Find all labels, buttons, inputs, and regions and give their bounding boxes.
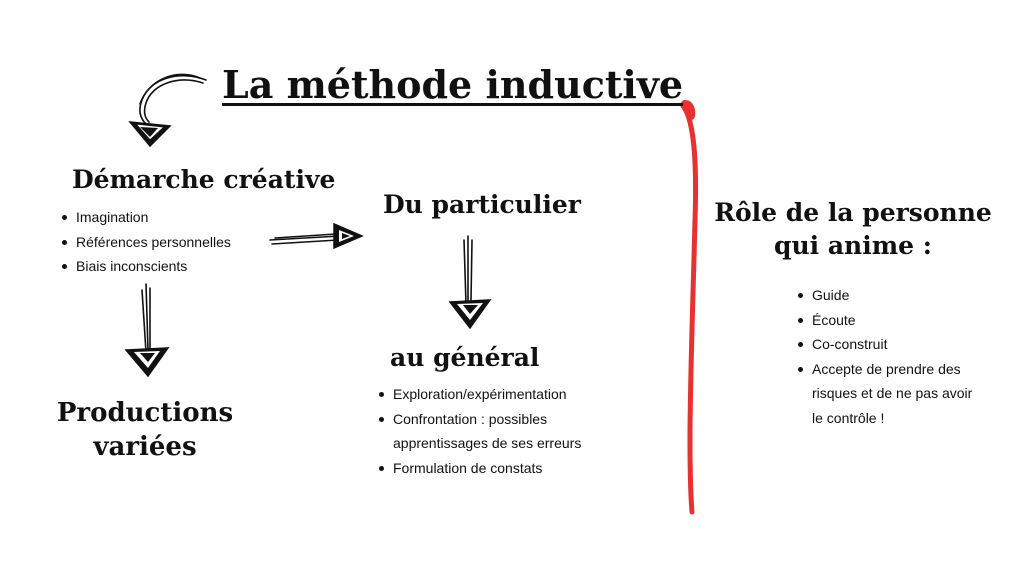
curved-arrow-icon: [140, 74, 206, 124]
down-arrow-left-head-icon: [126, 348, 168, 376]
list-item: Écoute: [812, 308, 982, 333]
red-divider-line: [683, 106, 696, 512]
productions-heading: [40, 396, 250, 464]
role-heading-line-1: Rôle de la personne: [714, 198, 992, 227]
list-item: Références personnelles: [76, 230, 326, 255]
down-arrow-center-head-icon: [450, 300, 490, 328]
list-item: Confrontation : possibles apprentissages de ses erreurs: [393, 407, 633, 456]
particular-heading: Du particulier: [383, 190, 581, 219]
curved-arrow-head-icon: [130, 122, 170, 146]
general-list: [375, 382, 633, 480]
role-list: [794, 283, 982, 430]
page-title: La méthode inductive: [222, 62, 684, 107]
list-item: Biais inconscients: [76, 254, 326, 279]
creative-list: [58, 205, 326, 279]
list-item: Formulation de constats: [393, 456, 633, 481]
role-heading-line-2: qui anime :: [773, 231, 933, 260]
list-item: Co-construit: [812, 332, 982, 357]
general-heading: au général: [390, 343, 540, 372]
down-arrow-left-icon: [142, 284, 150, 352]
role-heading: [705, 196, 1001, 262]
list-item: Exploration/expérimentation: [393, 382, 633, 407]
creative-heading: Démarche créative: [72, 165, 336, 194]
productions-line-2: variées: [93, 432, 197, 462]
productions-line-1: Productions: [56, 398, 234, 428]
right-arrow-head-icon: [334, 224, 362, 248]
list-item: Imagination: [76, 205, 326, 230]
list-item: Guide: [812, 283, 982, 308]
list-item: Accepte de prendre des risques et de ne pas avoir le contrôle !: [812, 357, 982, 431]
down-arrow-center-icon: [464, 236, 472, 304]
